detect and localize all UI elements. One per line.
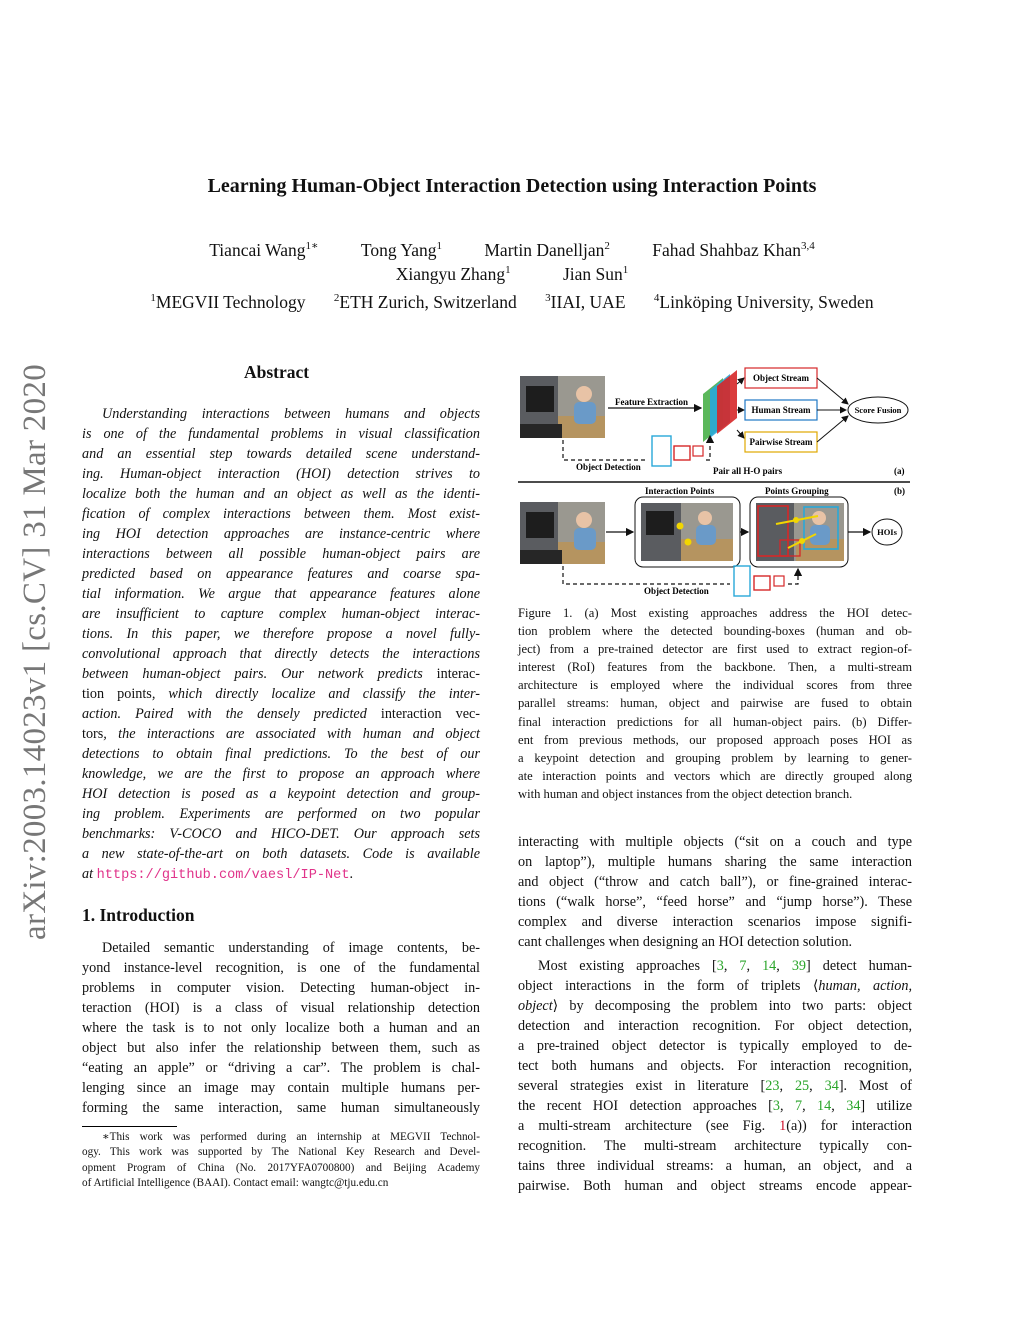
input-photo-a — [520, 376, 605, 438]
citation-link[interactable]: 3 — [772, 1098, 780, 1114]
label-interaction-points: Interaction Points — [645, 486, 715, 496]
author: Tiancai Wang$^{1∗}$ — [209, 240, 319, 260]
text-line: final interaction predictions for all human-object pairs. (b) Differ- — [518, 714, 912, 729]
text-line: object interactions in the form of triplets ⟨human, action, — [518, 978, 912, 994]
affiliation: $^1$MEGVII Technology — [150, 292, 306, 312]
text-line: object but also infer the relationship between them, such as — [82, 1040, 480, 1056]
text-line: with human and object instances from the object detection branch. — [518, 786, 853, 801]
citation-link[interactable]: 34 — [846, 1098, 861, 1114]
object-box-2 — [774, 576, 784, 586]
label-points-grouping: Points Grouping — [765, 486, 829, 496]
text-line: action. Paired with the densely predicted interaction vec- — [82, 706, 481, 722]
text-line: tion problem where the detected bounding-boxes (human and ob- — [518, 624, 912, 639]
affiliation: $^3$IIAI, UAE — [545, 292, 626, 312]
text-line: several strategies exist in literature [23, 25, 34]. Most of — [518, 1078, 912, 1094]
author: Martin Danelljan$^2$ — [484, 240, 610, 260]
text-line: problems in computer vision. Detecting human-object in- — [82, 980, 480, 996]
label-feature-extraction: Feature Extraction — [615, 397, 689, 407]
text-line: lenging since an image may contain multiple humans per- — [82, 1080, 480, 1096]
citation-link[interactable]: 7 — [794, 1098, 803, 1114]
label-pair-all: Pair all H-O pairs — [713, 466, 783, 476]
affiliation: $^4$Linköping University, Sweden — [653, 292, 874, 312]
footnote — [82, 1130, 480, 1191]
text-line: parallel streams: human, object and pairwise are fused to obtain — [518, 696, 912, 711]
text-line: and an essential step towards detailed scene understand- — [82, 446, 480, 462]
text-line: ogy. This work was supported by The National Key Research and Devel- — [82, 1146, 480, 1159]
citation-link[interactable]: 3 — [716, 958, 724, 974]
text-line: opment Program of China (No. 2017YFA0700800) and Beijing Academy — [82, 1161, 480, 1174]
text-line: is one of the fundamental problems in visual classification — [82, 426, 480, 442]
text-line: at https://github.com/vaesl/IP-Net. — [82, 866, 354, 883]
author: Tong Yang$^1$ — [360, 240, 442, 260]
arrow — [737, 430, 744, 438]
text-line: ate interaction points and vectors which are directly grouped along — [518, 768, 912, 783]
text-line: a new state-of-the-art on both datasets. Code is available — [82, 846, 480, 862]
intro-body — [82, 938, 480, 1118]
text-line: Detailed semantic understanding of image contents, be- — [102, 940, 480, 956]
text-line: ject) from a pre-trained detector are first used to extract region-of- — [518, 642, 912, 657]
dashed-arrow — [563, 566, 730, 584]
text-line: interactions between all possible human-object pairs are — [82, 546, 480, 562]
tag-a: (a) — [894, 466, 905, 476]
code-link[interactable]: https://github.com/vaesl/IP-Net — [96, 868, 350, 883]
author: Jian Sun$^1$ — [562, 264, 629, 284]
text-line: a pre-trained object detector is typically employed to de- — [518, 1038, 912, 1054]
object-box — [674, 446, 690, 460]
label-object-stream: Object Stream — [752, 373, 810, 383]
author: Xiangyu Zhang$^1$ — [395, 264, 511, 284]
text-line: tions (“walk horse”, “feed horse” and “jump horse”). These — [518, 894, 912, 910]
affiliations — [0, 292, 1024, 313]
feature-maps — [703, 370, 737, 442]
citation-link[interactable]: 23 — [765, 1078, 780, 1094]
text-line: yond instance-level recognition, is one of the fundamental — [82, 960, 480, 976]
text-line: teraction (HOI) is a class of visual relationship detection — [82, 1000, 480, 1016]
text-line: complex and diverse interaction scenarios impose signifi- — [518, 914, 912, 930]
arrow — [817, 378, 848, 404]
text-line: tains three individual streams: a human, an object, and a — [518, 1158, 912, 1174]
citation-link[interactable]: 14 — [762, 958, 777, 974]
text-line: benchmarks: V-COCO and HICO-DET. Our approach sets — [82, 826, 480, 842]
text-line: HOI detection is posed as a keypoint detection and group- — [82, 786, 480, 802]
text-line: cant challenges when designing an HOI detection solution. — [518, 934, 853, 950]
label-score-fusion: Score Fusion — [854, 405, 902, 415]
author-line-1 — [0, 240, 1024, 261]
text-line: the recent HOI detection approaches [3, 7, 14, 34] utilize — [518, 1098, 913, 1114]
text-line: tial information. We argue that appearance features alone — [82, 586, 480, 602]
interaction-points-panel — [635, 497, 740, 567]
citation-link[interactable]: 7 — [739, 958, 747, 974]
text-line: tors, the interactions are associated with human and object — [82, 726, 480, 742]
label-pairwise-stream: Pairwise Stream — [749, 437, 813, 447]
text-line: tions. In this paper, we therefore propose a novel fully- — [82, 626, 480, 642]
text-line: Most existing approaches [3, 7, 14, 39] detect human- — [538, 958, 913, 974]
text-line: forming the same interaction, same human simultaneously — [82, 1100, 480, 1116]
abstract-body — [82, 404, 480, 886]
text-line: predicted based on appearance features and coarse spa- — [82, 566, 480, 582]
human-box — [652, 436, 671, 466]
text-line: Understanding interactions between humans and objects — [102, 406, 480, 422]
arrow — [737, 378, 744, 384]
abstract-heading: Abstract — [244, 362, 310, 382]
text-line: where the task is to not only localize both a human and an — [82, 1020, 480, 1036]
text-line: ing problem. Experiments are performed on two popular — [82, 806, 480, 822]
arrow — [817, 416, 848, 442]
text-line: between human-object pairs. Our network predicts interac- — [82, 666, 480, 682]
text-line: of Artificial Intelligence (BAAI). Contact email: wangtc@tju.edu.cn — [82, 1176, 389, 1189]
text-line: tect both humans and objects. For interaction recognition, — [518, 1058, 912, 1074]
author-line-2 — [0, 264, 1024, 285]
figure-caption — [518, 604, 912, 803]
label-object-detection-a: Object Detection — [576, 462, 641, 472]
citation-link[interactable]: 25 — [794, 1078, 810, 1094]
text-line: “eating an apple” or “driving a car”. The problem is chal- — [82, 1060, 480, 1076]
paper-title: Learning Human-Object Interaction Detection using Interaction Points — [207, 175, 817, 197]
text-line: Figure 1. (a) Most existing approaches address the HOI detec- — [518, 606, 912, 620]
text-line: a keypoint detection and grouping problem by learning to gener- — [518, 750, 912, 765]
citation-link[interactable]: 39 — [791, 958, 807, 974]
text-line: a multi-stream architecture (see Fig. 1(a)) for interaction — [518, 1118, 912, 1134]
tag-b: (b) — [894, 486, 905, 496]
text-line: recognition. The multi-stream architecture typically con- — [518, 1138, 912, 1154]
intro-heading: 1. Introduction — [82, 905, 195, 925]
text-line: and object (“throw and catch ball”), or fine-grained interac- — [518, 874, 912, 890]
text-line: are insufficient to capture complex human-object interac- — [82, 606, 480, 622]
citation-link[interactable]: 14 — [817, 1098, 832, 1114]
citation-link[interactable]: 34 — [824, 1078, 839, 1094]
text-line: architecture is employed where the individual scores from three — [518, 678, 912, 693]
object-box — [754, 576, 770, 590]
text-line: detection and interaction recognition. For object detection, — [518, 1018, 912, 1034]
points-grouping-panel — [750, 497, 848, 567]
dashed-arrow — [788, 569, 798, 584]
text-line: ing. Human-object interaction (HOI) detection strives to — [82, 466, 480, 482]
text-line: interacting with multiple objects (“sit on a couch and type — [518, 834, 912, 850]
text-line: ent from previous methods, our proposed approach poses HOI as — [518, 732, 912, 747]
arxiv-stamp: arXiv:2003.14023v1 [cs.CV] 31 Mar 2020 — [17, 364, 53, 940]
label-human-stream: Human Stream — [751, 405, 811, 415]
text-line: localize both the human and an object as well as the identi- — [82, 486, 480, 502]
text-line: tion points, which directly localize and classify the inter- — [82, 686, 480, 702]
text-line: object⟩ by decomposing the problem into two parts: object — [518, 998, 912, 1014]
object-box-2 — [693, 446, 703, 456]
text-line: convolutional approach that directly detects the interactions — [82, 646, 480, 662]
text-line: interest (RoI) features from the backbone. Then, a multi-stream — [518, 660, 912, 675]
human-box — [734, 566, 750, 596]
affiliation: $^2$ETH Zurich, Switzerland — [333, 292, 517, 312]
label-object-detection-b: Object Detection — [644, 586, 709, 596]
dashed-arrow — [706, 436, 710, 460]
right-column-text — [518, 832, 912, 1196]
dashed-arrow — [563, 440, 646, 460]
text-line: detections to obtain final predictions. To the best of our — [82, 746, 480, 762]
text-line: knowledge, we are the first to propose an approach where — [82, 766, 480, 782]
text-line: fication of complex interactions between them. Most exist- — [82, 506, 480, 522]
input-photo-b — [520, 502, 605, 564]
text-line: ∗This work was performed during an internship at MEGVII Technol- — [102, 1131, 480, 1143]
text-line: ing HOI detection approaches are instance-centric where — [82, 526, 480, 542]
figure-ref-link[interactable]: 1 — [779, 1118, 787, 1134]
author: Fahad Shahbaz Khan$^{3,4}$ — [652, 240, 815, 260]
label-hois: HOIs — [877, 527, 897, 537]
text-line: on laptop”), multiple humans sharing the same interaction — [518, 854, 912, 870]
figure-1 — [518, 364, 910, 600]
footnote-rule — [82, 1126, 177, 1127]
text-line: pairwise. Both human and object streams encode appear- — [518, 1178, 912, 1194]
